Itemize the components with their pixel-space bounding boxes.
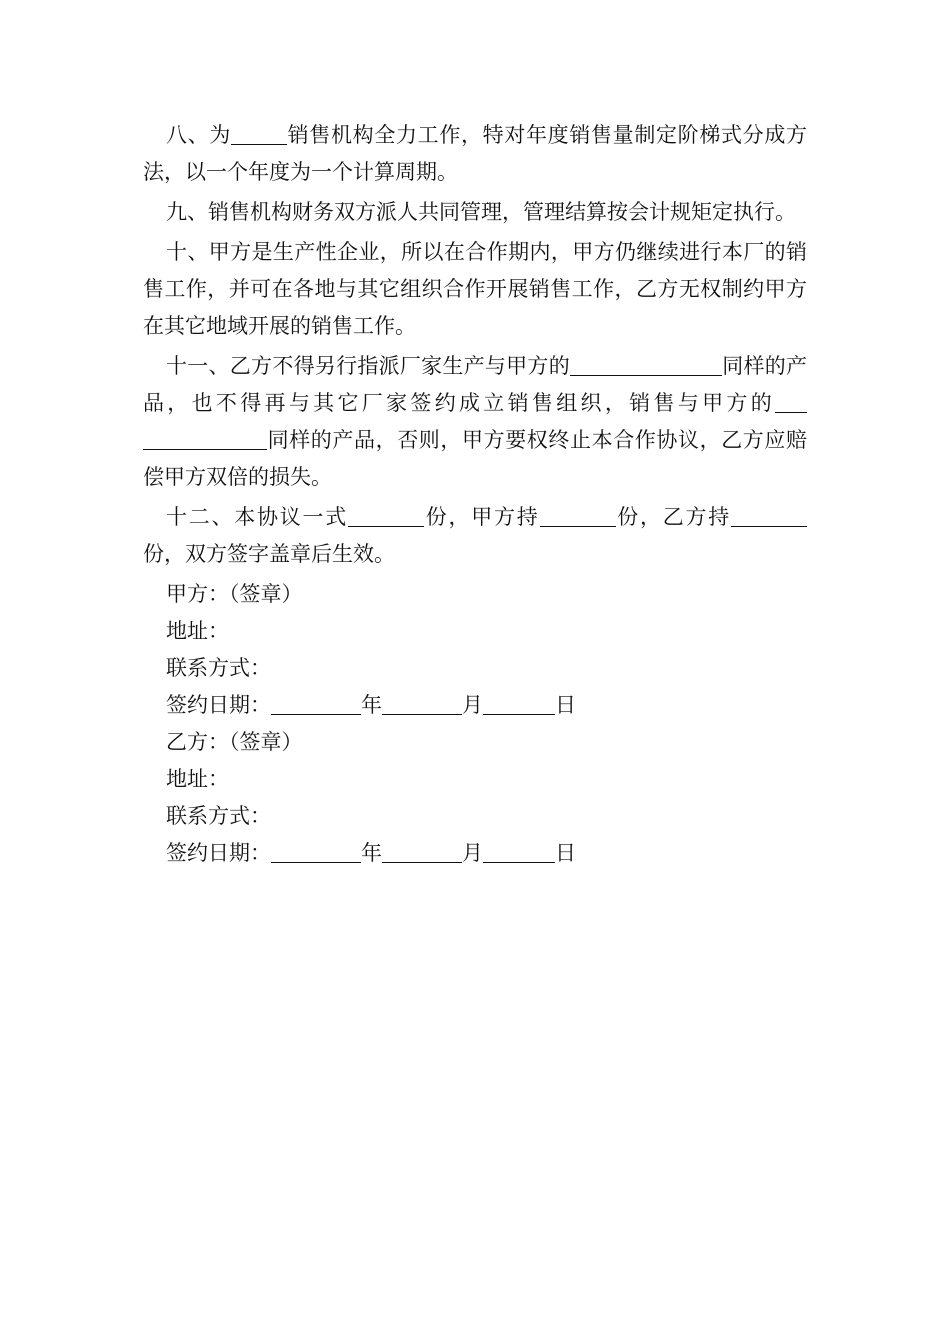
party-b-contact: 联系方式：: [166, 804, 271, 828]
date-label: 签约日期：: [166, 693, 271, 717]
product-blank-2b[interactable]: [143, 427, 267, 450]
month-label: 月: [462, 693, 483, 717]
party-b-month-blank[interactable]: [382, 840, 462, 863]
clause-11-text: 同样: [721, 354, 765, 378]
copies-party-b-blank[interactable]: [731, 504, 807, 527]
party-a-signature-block: [143, 576, 807, 724]
clause-11-text: 赔偿甲方双倍的损失。: [143, 428, 807, 489]
copies-party-a-blank[interactable]: [540, 504, 616, 527]
clause-9: [143, 194, 807, 231]
clause-12-text: 十二、本协议一式: [166, 505, 348, 529]
clause-12-text: 份，甲方持: [424, 505, 540, 529]
party-a-address: 地址：: [166, 619, 229, 643]
clause-8: [143, 117, 807, 191]
party-b-date: [143, 835, 807, 872]
party-b-year-blank[interactable]: [271, 840, 361, 863]
clause-10-text: 制约甲方在其它地域开展的销售工作。: [143, 277, 808, 338]
product-blank-2a[interactable]: [775, 390, 807, 413]
party-b-signature-block: [143, 724, 807, 872]
clause-8-text: 销售机构全力工作，特对年度销售量制定阶梯式分成: [287, 123, 786, 147]
clause-8-text: 方法，以一个年度为一个计算周期。: [143, 123, 807, 184]
clause-12-text: 份，乙方持: [615, 505, 731, 529]
clause-10-text: 十、甲方是生产性企业，所以在合作期内，甲方仍继续进行本厂: [166, 240, 765, 264]
party-b-address: 地址：: [166, 767, 229, 791]
date-label: 签约日期：: [166, 841, 271, 865]
clause-11-text: 同样的产品，否则，甲方要权终止本合作协议，乙方应: [267, 428, 786, 452]
clause-10-text: 的销售工作，并可在各地与其它组织合作开展销售工作，乙方无权: [143, 240, 808, 301]
clause-10: [143, 234, 807, 345]
year-label: 年: [361, 693, 382, 717]
party-a-date: [143, 687, 807, 724]
day-label: 日: [555, 841, 576, 865]
party-b-day-blank[interactable]: [483, 840, 555, 863]
clause-11-text: 十一、乙方不得另行指派厂家生产与甲方的: [166, 354, 570, 378]
clause-12: [143, 499, 807, 573]
party-a-day-blank[interactable]: [483, 692, 555, 715]
party-a-month-blank[interactable]: [382, 692, 462, 715]
clause-11: [143, 348, 807, 496]
clause-8-text: 八、为: [166, 123, 231, 147]
clause-12-text: 份，双方签字盖章后生效。: [143, 542, 395, 566]
party-a-year-blank[interactable]: [271, 692, 361, 715]
party-b-title: 乙方：（签章）: [166, 730, 303, 754]
year-label: 年: [361, 841, 382, 865]
copies-total-blank[interactable]: [348, 504, 424, 527]
product-blank[interactable]: [570, 353, 722, 376]
party-a-title: 甲方：（签章）: [166, 582, 303, 606]
clause-9-text: 行。: [754, 200, 796, 224]
month-label: 月: [462, 841, 483, 865]
document-page: [143, 117, 807, 872]
party-a-contact: 联系方式：: [166, 656, 271, 680]
day-label: 日: [555, 693, 576, 717]
clause-9-text: 九、销售机构财务双方派人共同管理，管理结算按会计规矩定执: [166, 200, 754, 224]
clause-11-text: 的产品，也不得再与其它厂家签约成立销售组织，销售与甲方的: [143, 354, 808, 415]
sales-org-blank[interactable]: [231, 122, 287, 145]
